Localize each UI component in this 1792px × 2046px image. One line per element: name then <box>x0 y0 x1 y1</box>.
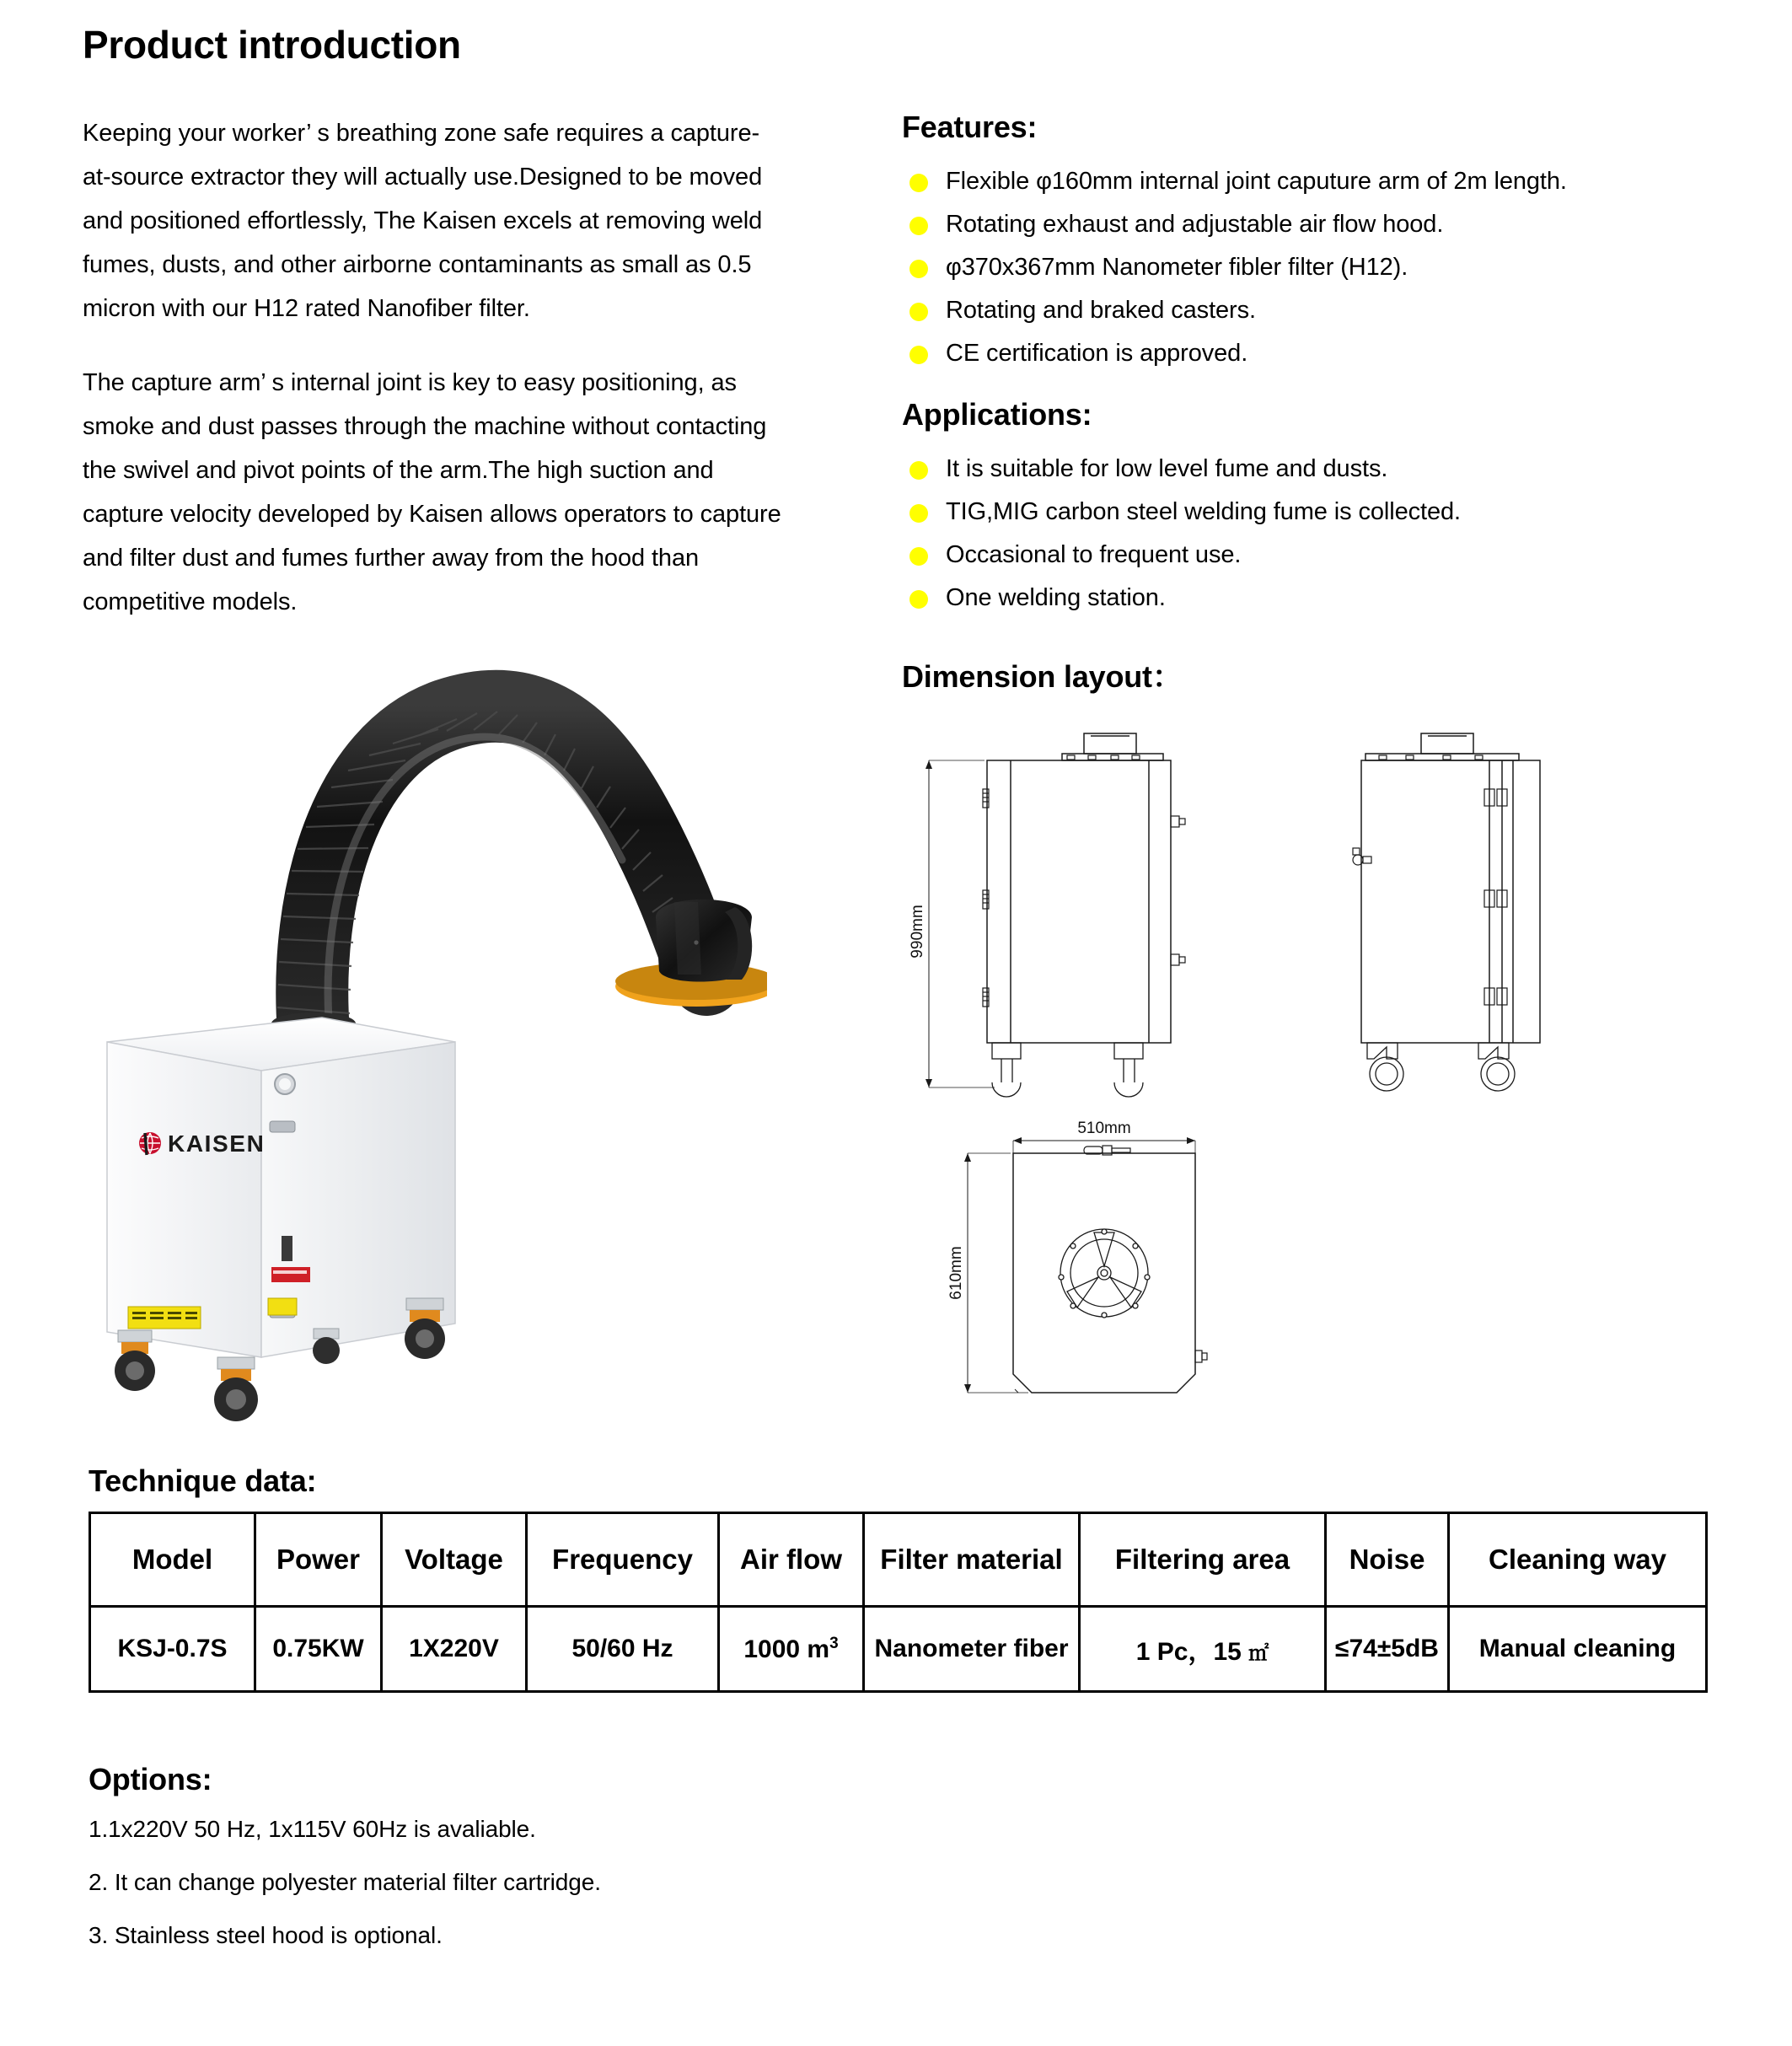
dimension-height-label: 990mm <box>909 905 926 959</box>
bullet-dot-icon <box>909 547 928 566</box>
bullet-dot-icon <box>909 303 928 321</box>
intro-text-column <box>83 111 782 654</box>
side-view-drawing <box>1353 733 1540 1091</box>
column-header-power: Power <box>255 1513 382 1607</box>
application-label: Occasional to frequent use. <box>946 541 1242 568</box>
front-view-drawing <box>909 733 1185 1097</box>
cell-filter-material: Nanometer fiber <box>864 1607 1080 1692</box>
technique-data-table <box>89 1512 1708 1693</box>
filtering-area-value: 1 Pc，15 <box>1135 1638 1249 1666</box>
dimension-width-label: 510mm <box>1077 1120 1131 1137</box>
dimension-layout-heading: Dimension layout： <box>902 659 1183 694</box>
svg-text:KAISEN: KAISEN <box>168 1130 266 1157</box>
list-item <box>902 577 1711 620</box>
option-item: 3. Stainless steel hood is optional. <box>89 1922 443 1948</box>
column-header-voltage: Voltage <box>382 1513 527 1607</box>
air-flow-value: 1000 m <box>743 1635 830 1663</box>
column-header-filter-material: Filter material <box>864 1513 1080 1607</box>
filtering-area-unit: ㎡ <box>1248 1642 1269 1665</box>
feature-label: φ370x367mm Nanometer fibler filter (H12). <box>946 254 1408 281</box>
bullet-dot-icon <box>909 590 928 609</box>
switch-handle <box>282 1236 292 1261</box>
bullet-dot-icon <box>909 346 928 364</box>
page-title: Product introduction <box>83 23 461 67</box>
cell-model: KSJ-0.7S <box>90 1607 255 1692</box>
bullet-dot-icon <box>909 504 928 523</box>
bullet-dot-icon <box>909 260 928 278</box>
column-header-cleaning-way: Cleaning way <box>1449 1513 1707 1607</box>
warning-sticker-small <box>271 1267 310 1282</box>
cell-frequency: 50/60 Hz <box>527 1607 719 1692</box>
list-item <box>902 203 1711 246</box>
list-item <box>902 160 1711 203</box>
bullet-dot-icon <box>909 217 928 235</box>
options-list <box>89 1814 1100 1974</box>
column-header-frequency: Frequency <box>527 1513 719 1607</box>
cell-noise: ≤74±5dB <box>1326 1607 1449 1692</box>
feature-label: Rotating exhaust and adjustable air flow hood. <box>946 211 1444 238</box>
air-flow-exponent: 3 <box>829 1634 839 1652</box>
feature-label: Flexible φ160mm internal joint caputure arm of 2m length. <box>946 168 1567 195</box>
technique-data-heading: Technique data: <box>89 1463 317 1498</box>
table-header-row <box>90 1513 1707 1607</box>
extraction-hood <box>615 899 767 1007</box>
applications-list <box>902 448 1711 620</box>
applications-heading: Applications: <box>902 397 1092 432</box>
list-item <box>902 534 1711 577</box>
application-label: One welding station. <box>946 584 1166 611</box>
column-header-model: Model <box>90 1513 255 1607</box>
list-item <box>902 289 1711 332</box>
table-row <box>90 1607 1707 1692</box>
feature-label: CE certification is approved. <box>946 340 1248 367</box>
application-label: It is suitable for low level fume and dusts. <box>946 455 1388 482</box>
cell-voltage: 1X220V <box>382 1607 527 1692</box>
cell-cleaning-way: Manual cleaning <box>1449 1607 1707 1692</box>
option-item: 1.1x220V 50 Hz, 1x115V 60Hz is avaliable. <box>89 1816 536 1842</box>
column-header-air-flow: Air flow <box>719 1513 864 1607</box>
list-item <box>902 246 1711 289</box>
feature-label: Rotating and braked casters. <box>946 297 1256 324</box>
list-item <box>902 448 1711 491</box>
bullet-dot-icon <box>909 174 928 192</box>
list-item <box>902 491 1711 534</box>
application-label: TIG,MIG carbon steel welding fume is collected. <box>946 498 1461 525</box>
list-item <box>902 332 1711 375</box>
bullet-dot-icon <box>909 461 928 480</box>
cell-filtering-area <box>1080 1607 1326 1692</box>
intro-paragraph-2: The capture arm’ s internal joint is key to easy positioning, as smoke and dust passes through the machine without contacting the swivel and pivot points of the arm.The high suction and capture velocity developed by Kaisen allows operators to capture and filter dust and fumes further away from the hood than competitive models. <box>83 369 781 615</box>
top-view-drawing <box>947 1120 1207 1393</box>
features-heading: Features: <box>902 110 1038 144</box>
cabinet-body <box>107 1018 455 1357</box>
pressure-gauge <box>275 1074 295 1094</box>
features-applications-column <box>902 110 1711 712</box>
features-list <box>902 160 1711 375</box>
dimension-drawings <box>893 725 1736 1425</box>
options-heading: Options: <box>89 1762 212 1796</box>
cell-power: 0.75KW <box>255 1607 382 1692</box>
column-header-noise: Noise <box>1326 1513 1449 1607</box>
product-photo <box>93 649 767 1433</box>
column-header-filtering-area: Filtering area <box>1080 1513 1326 1607</box>
option-item: 2. It can change polyester material filter cartridge. <box>89 1869 601 1895</box>
cell-air-flow <box>719 1607 864 1692</box>
dimension-depth-label: 610mm <box>947 1246 965 1300</box>
intro-paragraph-1: Keeping your worker’ s breathing zone safe requires a capture-at-source extractor they will actually use.Designed to be moved and positioned effortlessly, The Kaisen excels at removing weld fumes, dusts, and other airborne contaminants as small as 0.5 micron with our H12 rated Nanofiber filter. <box>83 120 763 322</box>
